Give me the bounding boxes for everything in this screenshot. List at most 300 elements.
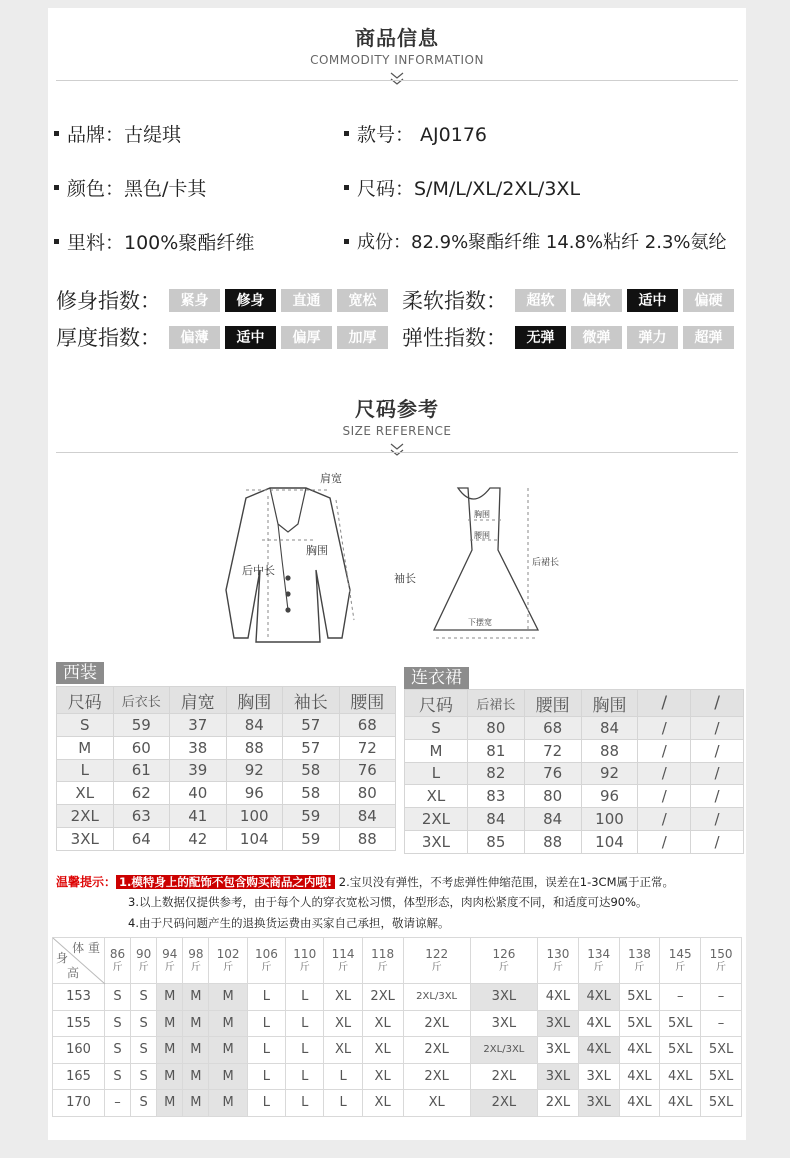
recommend-size-cell: S [131, 984, 157, 1011]
weight-unit: 斤 [138, 961, 149, 973]
recommend-header-row [53, 938, 742, 984]
recommend-row [53, 1010, 742, 1037]
recommend-size-cell: 3XL [578, 1063, 619, 1090]
recommend-weight-cell [286, 938, 324, 984]
weight-unit: 斤 [675, 961, 686, 973]
weight-unit: 斤 [338, 961, 349, 973]
dress-label-chest: 胸围 [474, 510, 490, 519]
dress-table-cell: / [691, 830, 744, 853]
recommend-size-cell: 5XL [701, 1037, 742, 1064]
recommend-size-cell: S [131, 1063, 157, 1090]
dress-table-cell: 81 [467, 739, 524, 762]
suit-label-chest: 胸围 [306, 544, 328, 557]
suit-table-cell: 84 [339, 805, 396, 828]
dress-table-cell: / [691, 739, 744, 762]
suit-table-cell: 62 [113, 782, 170, 805]
recommend-size-cell: M [157, 1010, 183, 1037]
suit-table-cell: 59 [113, 714, 170, 737]
dress-table-cell: 76 [524, 762, 581, 785]
suit-table-tag: 西装 [56, 662, 104, 684]
index-softness-option: 偏硬 [683, 289, 734, 312]
recommend-size-cell: – [701, 1010, 742, 1037]
dress-table-cell: 85 [467, 830, 524, 853]
suit-table-cell: 39 [170, 759, 227, 782]
dress-table-cell: M [405, 739, 468, 762]
suit-table-cell: 60 [113, 736, 170, 759]
recommend-weight-cell [538, 938, 579, 984]
index-thickness-option: 加厚 [337, 326, 388, 349]
recommend-size-cell: 2XL [470, 1090, 537, 1117]
recommend-size-cell: L [247, 1010, 285, 1037]
suit-table-row [57, 827, 396, 850]
index-fit-option: 紧身 [169, 289, 220, 312]
suit-size-table [56, 686, 396, 851]
suit-table-cell: 76 [339, 759, 396, 782]
commodity-title: 商品信息 [355, 26, 439, 50]
dress-table-cell: S [405, 717, 468, 740]
recommend-size-cell: S [105, 984, 131, 1011]
dress-table-cell: / [638, 808, 691, 831]
suit-illustration [188, 470, 416, 660]
index-thickness-option-selected: 适中 [225, 326, 276, 349]
suit-table-header-cell: 腰围 [339, 687, 396, 714]
recommend-size-cell: L [286, 984, 324, 1011]
suit-table-row [57, 805, 396, 828]
suit-table-row [57, 782, 396, 805]
tips-label: 温馨提示： [56, 875, 117, 889]
dress-table-row [405, 717, 744, 740]
recommend-weight-cell [619, 938, 660, 984]
recommend-size-cell: 3XL [578, 1090, 619, 1117]
index-fit-label: 修身指数： [56, 289, 161, 313]
suit-table-header-row [57, 687, 396, 714]
weight-value: 98 [188, 946, 204, 961]
recommend-size-cell: L [247, 1063, 285, 1090]
dress-table-header-cell: / [638, 690, 691, 717]
recommend-size-cell: M [157, 1037, 183, 1064]
suit-table-cell: 72 [339, 736, 396, 759]
recommend-corner-cell [53, 938, 105, 984]
weight-value: 138 [627, 946, 651, 961]
dress-table-cell: 96 [581, 785, 638, 808]
recommend-size-cell: 4XL [619, 1037, 660, 1064]
weight-value: 126 [492, 946, 516, 961]
recommend-size-cell: 2XL/3XL [470, 1037, 537, 1064]
recommend-size-cell: 4XL [538, 984, 579, 1011]
dress-table-cell: / [638, 762, 691, 785]
dress-table-header-row [405, 690, 744, 717]
dress-table-cell: 83 [467, 785, 524, 808]
recommend-size-cell: M [209, 1063, 247, 1090]
index-softness [402, 287, 739, 313]
dress-table-cell: 82 [467, 762, 524, 785]
recommend-size-cell: XL [324, 984, 362, 1011]
suit-label-shoulder: 肩宽 [320, 472, 342, 485]
weight-value: 118 [371, 946, 395, 961]
recommend-size-cell: 3XL [470, 1010, 537, 1037]
chevron-down-icon [389, 71, 405, 87]
recommend-size-cell: 2XL [470, 1063, 537, 1090]
index-thickness-option: 偏厚 [281, 326, 332, 349]
suit-table-cell: 88 [339, 827, 396, 850]
dress-table-header-cell: 尺码 [405, 690, 468, 717]
recommend-weight-cell [183, 938, 209, 984]
weight-unit: 斤 [716, 961, 727, 973]
index-elasticity-option-selected: 无弹 [515, 326, 566, 349]
recommend-size-cell: L [324, 1063, 362, 1090]
suit-table-header-cell: 后衣长 [113, 687, 170, 714]
recommend-weight-cell [362, 938, 403, 984]
recommend-size-cell: L [247, 984, 285, 1011]
dress-table-cell: / [691, 717, 744, 740]
corner-weight: 体 重 [72, 941, 100, 955]
dress-table-cell: / [691, 785, 744, 808]
recommend-size-cell: M [209, 1090, 247, 1117]
index-fit [56, 287, 393, 313]
recommend-size-cell: L [247, 1037, 285, 1064]
recommend-size-cell: M [183, 1010, 209, 1037]
dress-diagram [428, 480, 558, 650]
dress-table-row [405, 808, 744, 831]
recommend-size-cell: 2XL/3XL [403, 984, 470, 1011]
weight-value: 114 [331, 946, 355, 961]
recommend-size-cell: XL [362, 1090, 403, 1117]
recommend-size-cell: L [286, 1037, 324, 1064]
recommend-size-cell: 3XL [470, 984, 537, 1011]
suit-table-header-cell: 尺码 [57, 687, 114, 714]
index-elasticity-option: 弹力 [627, 326, 678, 349]
recommend-size-cell: 3XL [538, 1063, 579, 1090]
suit-table-cell: 41 [170, 805, 227, 828]
suit-table-header-cell: 胸围 [226, 687, 283, 714]
suit-table-cell: XL [57, 782, 114, 805]
size-ref-subtitle: SIZE REFERENCE [342, 424, 452, 438]
weight-value: 102 [216, 946, 240, 961]
dress-table-header-cell: 胸围 [581, 690, 638, 717]
suit-table-cell: S [57, 714, 114, 737]
suit-label-sleeve: 袖长 [394, 572, 416, 585]
dress-table-cell: 80 [467, 717, 524, 740]
recommend-size-cell: 4XL [660, 1063, 701, 1090]
recommend-height-cell: 165 [53, 1063, 105, 1090]
recommend-size-cell: S [131, 1090, 157, 1117]
recommend-size-cell: M [183, 984, 209, 1011]
dress-table-cell: 88 [524, 830, 581, 853]
recommend-size-cell: 4XL [619, 1063, 660, 1090]
dress-table-cell: / [638, 739, 691, 762]
recommend-size-cell: 2XL [538, 1090, 579, 1117]
dress-table-header-cell: 腰围 [524, 690, 581, 717]
dress-label-waist: 腰围 [474, 531, 490, 540]
weight-value: 90 [136, 946, 152, 961]
weight-unit: 斤 [112, 961, 123, 973]
tip-line-1 [56, 873, 674, 890]
recommend-row [53, 1090, 742, 1117]
index-fit-option: 宽松 [337, 289, 388, 312]
dress-table-cell: XL [405, 785, 468, 808]
weight-value: 106 [254, 946, 278, 961]
divider [56, 80, 738, 81]
recommend-size-cell: M [157, 984, 183, 1011]
dress-table-cell: 104 [581, 830, 638, 853]
recommend-size-cell: 4XL [578, 1010, 619, 1037]
recommend-size-cell: 5XL [660, 1037, 701, 1064]
suit-table-row [57, 714, 396, 737]
suit-table-cell: 63 [113, 805, 170, 828]
recommend-size-cell: L [286, 1063, 324, 1090]
weight-value: 110 [293, 946, 317, 961]
weight-unit: 斤 [431, 961, 442, 973]
weight-value: 94 [162, 946, 178, 961]
dress-table-cell: 88 [581, 739, 638, 762]
tip-3: 3.以上数据仅提供参考，由于每个人的穿衣宽松习惯，体型形态，肉肉松紧度不同，和适度可达90%。 [128, 895, 648, 909]
weight-unit: 斤 [634, 961, 645, 973]
dress-table-cell: / [638, 830, 691, 853]
recommend-size-cell: 2XL [403, 1010, 470, 1037]
recommend-weight-cell [701, 938, 742, 984]
recommend-size-cell: XL [403, 1090, 470, 1117]
suit-table-cell: 40 [170, 782, 227, 805]
dress-table-cell: 92 [581, 762, 638, 785]
info-model: 款号： AJ0176 [344, 120, 487, 147]
recommend-weight-cell [403, 938, 470, 984]
weight-value: 86 [109, 946, 126, 961]
recommend-size-cell: 5XL [701, 1063, 742, 1090]
dress-table-tag: 连衣裙 [404, 667, 469, 689]
tip-1: 1.模特身上的配饰不包含购买商品之内哦! [116, 875, 335, 889]
recommend-size-cell: 2XL [403, 1063, 470, 1090]
recommend-weight-cell [324, 938, 362, 984]
recommend-height-cell: 170 [53, 1090, 105, 1117]
weight-unit: 斤 [164, 961, 175, 973]
recommend-size-cell: 3XL [538, 1010, 579, 1037]
recommend-size-cell: M [183, 1090, 209, 1117]
recommend-size-cell: 2XL [362, 984, 403, 1011]
weight-unit: 斤 [190, 961, 201, 973]
recommend-height-cell: 155 [53, 1010, 105, 1037]
info-lining: 里料：100%聚酯纤维 [54, 228, 254, 255]
index-elasticity [402, 324, 739, 350]
weight-unit: 斤 [377, 961, 388, 973]
recommend-size-cell: 5XL [619, 1010, 660, 1037]
recommend-size-cell: S [131, 1037, 157, 1064]
recommend-weight-cell [157, 938, 183, 984]
dress-table-cell: / [638, 717, 691, 740]
index-thickness-label: 厚度指数： [56, 326, 161, 350]
recommend-size-cell: M [157, 1090, 183, 1117]
dress-label-hem: 下摆宽 [468, 618, 492, 627]
tip-2: 2.宝贝没有弹性，不考虑弹性伸缩范围，误差在1-3CM属于正常。 [338, 875, 675, 889]
info-composition: 成份：82.9%聚酯纤维 14.8%粘纤 2.3%氨纶 [344, 228, 727, 254]
suit-table-cell: 59 [283, 827, 340, 850]
weight-value: 130 [546, 946, 570, 961]
suit-table-cell: 38 [170, 736, 227, 759]
recommend-size-cell: L [247, 1090, 285, 1117]
suit-table-cell: 96 [226, 782, 283, 805]
info-color: 颜色：黑色/卡其 [54, 174, 206, 201]
weight-value: 122 [425, 946, 449, 961]
dress-table-cell: / [638, 785, 691, 808]
index-elasticity-option: 超弹 [683, 326, 734, 349]
recommend-row [53, 1037, 742, 1064]
suit-table-cell: 57 [283, 714, 340, 737]
recommend-size-cell: S [105, 1037, 131, 1064]
weight-value: 150 [709, 946, 733, 961]
suit-table-cell: 3XL [57, 827, 114, 850]
suit-table-cell: 68 [339, 714, 396, 737]
recommend-size-cell: M [209, 1037, 247, 1064]
recommend-weight-cell [105, 938, 131, 984]
suit-table-cell: L [57, 759, 114, 782]
recommend-size-cell: – [105, 1090, 131, 1117]
suit-table-cell: 100 [226, 805, 283, 828]
suit-table-cell: 42 [170, 827, 227, 850]
weight-unit: 斤 [299, 961, 310, 973]
index-softness-option: 偏软 [571, 289, 622, 312]
recommend-size-cell: XL [362, 1063, 403, 1090]
suit-label-back-length: 后中长 [242, 564, 275, 577]
recommend-size-cell: S [131, 1010, 157, 1037]
suit-table-cell: 57 [283, 736, 340, 759]
suit-table-cell: 2XL [57, 805, 114, 828]
suit-table-header-cell: 袖长 [283, 687, 340, 714]
size-ref-title: 尺码参考 [355, 397, 439, 421]
recommend-height-cell: 160 [53, 1037, 105, 1064]
dress-table-cell: 100 [581, 808, 638, 831]
recommend-size-cell: L [286, 1090, 324, 1117]
commodity-subtitle: COMMODITY INFORMATION [310, 53, 484, 67]
suit-table-cell: 80 [339, 782, 396, 805]
suit-table-cell: 58 [283, 759, 340, 782]
chevron-down-icon [389, 442, 405, 458]
recommend-size-cell: 5XL [701, 1090, 742, 1117]
recommend-size-cell: XL [324, 1010, 362, 1037]
dress-table-cell: 84 [581, 717, 638, 740]
recommend-size-cell: – [701, 984, 742, 1011]
recommend-size-cell: M [157, 1063, 183, 1090]
weight-unit: 斤 [498, 961, 509, 973]
recommend-size-cell: 4XL [619, 1090, 660, 1117]
recommend-size-cell: M [183, 1037, 209, 1064]
recommend-size-cell: M [209, 984, 247, 1011]
suit-table-cell: M [57, 736, 114, 759]
recommend-weight-cell [660, 938, 701, 984]
index-elasticity-option: 微弹 [571, 326, 622, 349]
recommend-size-cell: XL [362, 1037, 403, 1064]
info-size: 尺码：S/M/L/XL/2XL/3XL [344, 174, 580, 201]
dress-table-cell: 3XL [405, 830, 468, 853]
weight-unit: 斤 [593, 961, 604, 973]
dress-table-cell: 68 [524, 717, 581, 740]
recommend-size-cell: 2XL [403, 1037, 470, 1064]
suit-table-cell: 88 [226, 736, 283, 759]
index-fit-option: 直通 [281, 289, 332, 312]
dress-table-row [405, 830, 744, 853]
dress-table-header-cell: 后裙长 [467, 690, 524, 717]
dress-table-row [405, 785, 744, 808]
dress-table-cell: 84 [524, 808, 581, 831]
size-recommend-table [52, 937, 742, 1117]
tip-4: 4.由于尺码问题产生的退换货运费由买家自己承担，敬请谅解。 [128, 916, 450, 930]
dress-table-cell: 72 [524, 739, 581, 762]
recommend-height-cell: 153 [53, 984, 105, 1011]
weight-value: 145 [668, 946, 692, 961]
index-fit-option-selected: 修身 [225, 289, 276, 312]
weight-unit: 斤 [261, 961, 272, 973]
index-thickness-option: 偏薄 [169, 326, 220, 349]
recommend-size-cell: – [660, 984, 701, 1011]
recommend-size-cell: 3XL [538, 1037, 579, 1064]
index-softness-label: 柔软指数： [402, 289, 507, 313]
suit-table-cell: 37 [170, 714, 227, 737]
recommend-size-cell: S [105, 1010, 131, 1037]
dress-table-row [405, 762, 744, 785]
recommend-size-cell: M [183, 1063, 209, 1090]
dress-table-cell: 2XL [405, 808, 468, 831]
index-softness-option: 超软 [515, 289, 566, 312]
suit-table-header-cell: 肩宽 [170, 687, 227, 714]
recommend-row [53, 984, 742, 1011]
index-elasticity-label: 弹性指数： [402, 326, 507, 350]
dress-table-cell: 80 [524, 785, 581, 808]
recommend-row [53, 1063, 742, 1090]
suit-table-cell: 92 [226, 759, 283, 782]
recommend-size-cell: S [105, 1063, 131, 1090]
product-detail-page [48, 8, 746, 1140]
dress-size-table [404, 689, 744, 854]
dress-label-length: 后裙长 [532, 558, 560, 568]
suit-table-cell: 61 [113, 759, 170, 782]
recommend-size-cell: 5XL [660, 1010, 701, 1037]
weight-value: 134 [587, 946, 611, 961]
suit-table-cell: 64 [113, 827, 170, 850]
dress-table-cell: L [405, 762, 468, 785]
suit-table-cell: 84 [226, 714, 283, 737]
suit-table-cell: 59 [283, 805, 340, 828]
recommend-size-cell: M [209, 1010, 247, 1037]
index-thickness [56, 324, 393, 350]
recommend-weight-cell [247, 938, 285, 984]
recommend-weight-cell [578, 938, 619, 984]
suit-table-cell: 104 [226, 827, 283, 850]
recommend-weight-cell [131, 938, 157, 984]
index-softness-option-selected: 适中 [627, 289, 678, 312]
corner-body: 身 [56, 951, 69, 965]
recommend-size-cell: 4XL [660, 1090, 701, 1117]
recommend-size-cell: 4XL [578, 1037, 619, 1064]
recommend-weight-cell [470, 938, 537, 984]
recommend-size-cell: L [324, 1090, 362, 1117]
dress-table-cell: / [691, 762, 744, 785]
dress-table-cell: 84 [467, 808, 524, 831]
divider [56, 452, 738, 453]
recommend-size-cell: XL [324, 1037, 362, 1064]
suit-diagram [188, 470, 416, 660]
recommend-weight-cell [209, 938, 247, 984]
info-brand: 品牌：古缇琪 [54, 120, 181, 147]
recommend-size-cell: L [286, 1010, 324, 1037]
weight-unit: 斤 [552, 961, 563, 973]
dress-table-row [405, 739, 744, 762]
recommend-size-cell: XL [362, 1010, 403, 1037]
weight-unit: 斤 [223, 961, 234, 973]
suit-table-row [57, 759, 396, 782]
recommend-size-cell: 4XL [578, 984, 619, 1011]
suit-table-cell: 58 [283, 782, 340, 805]
dress-table-header-cell: / [691, 690, 744, 717]
dress-table-cell: / [691, 808, 744, 831]
corner-height: 高 [67, 966, 80, 980]
